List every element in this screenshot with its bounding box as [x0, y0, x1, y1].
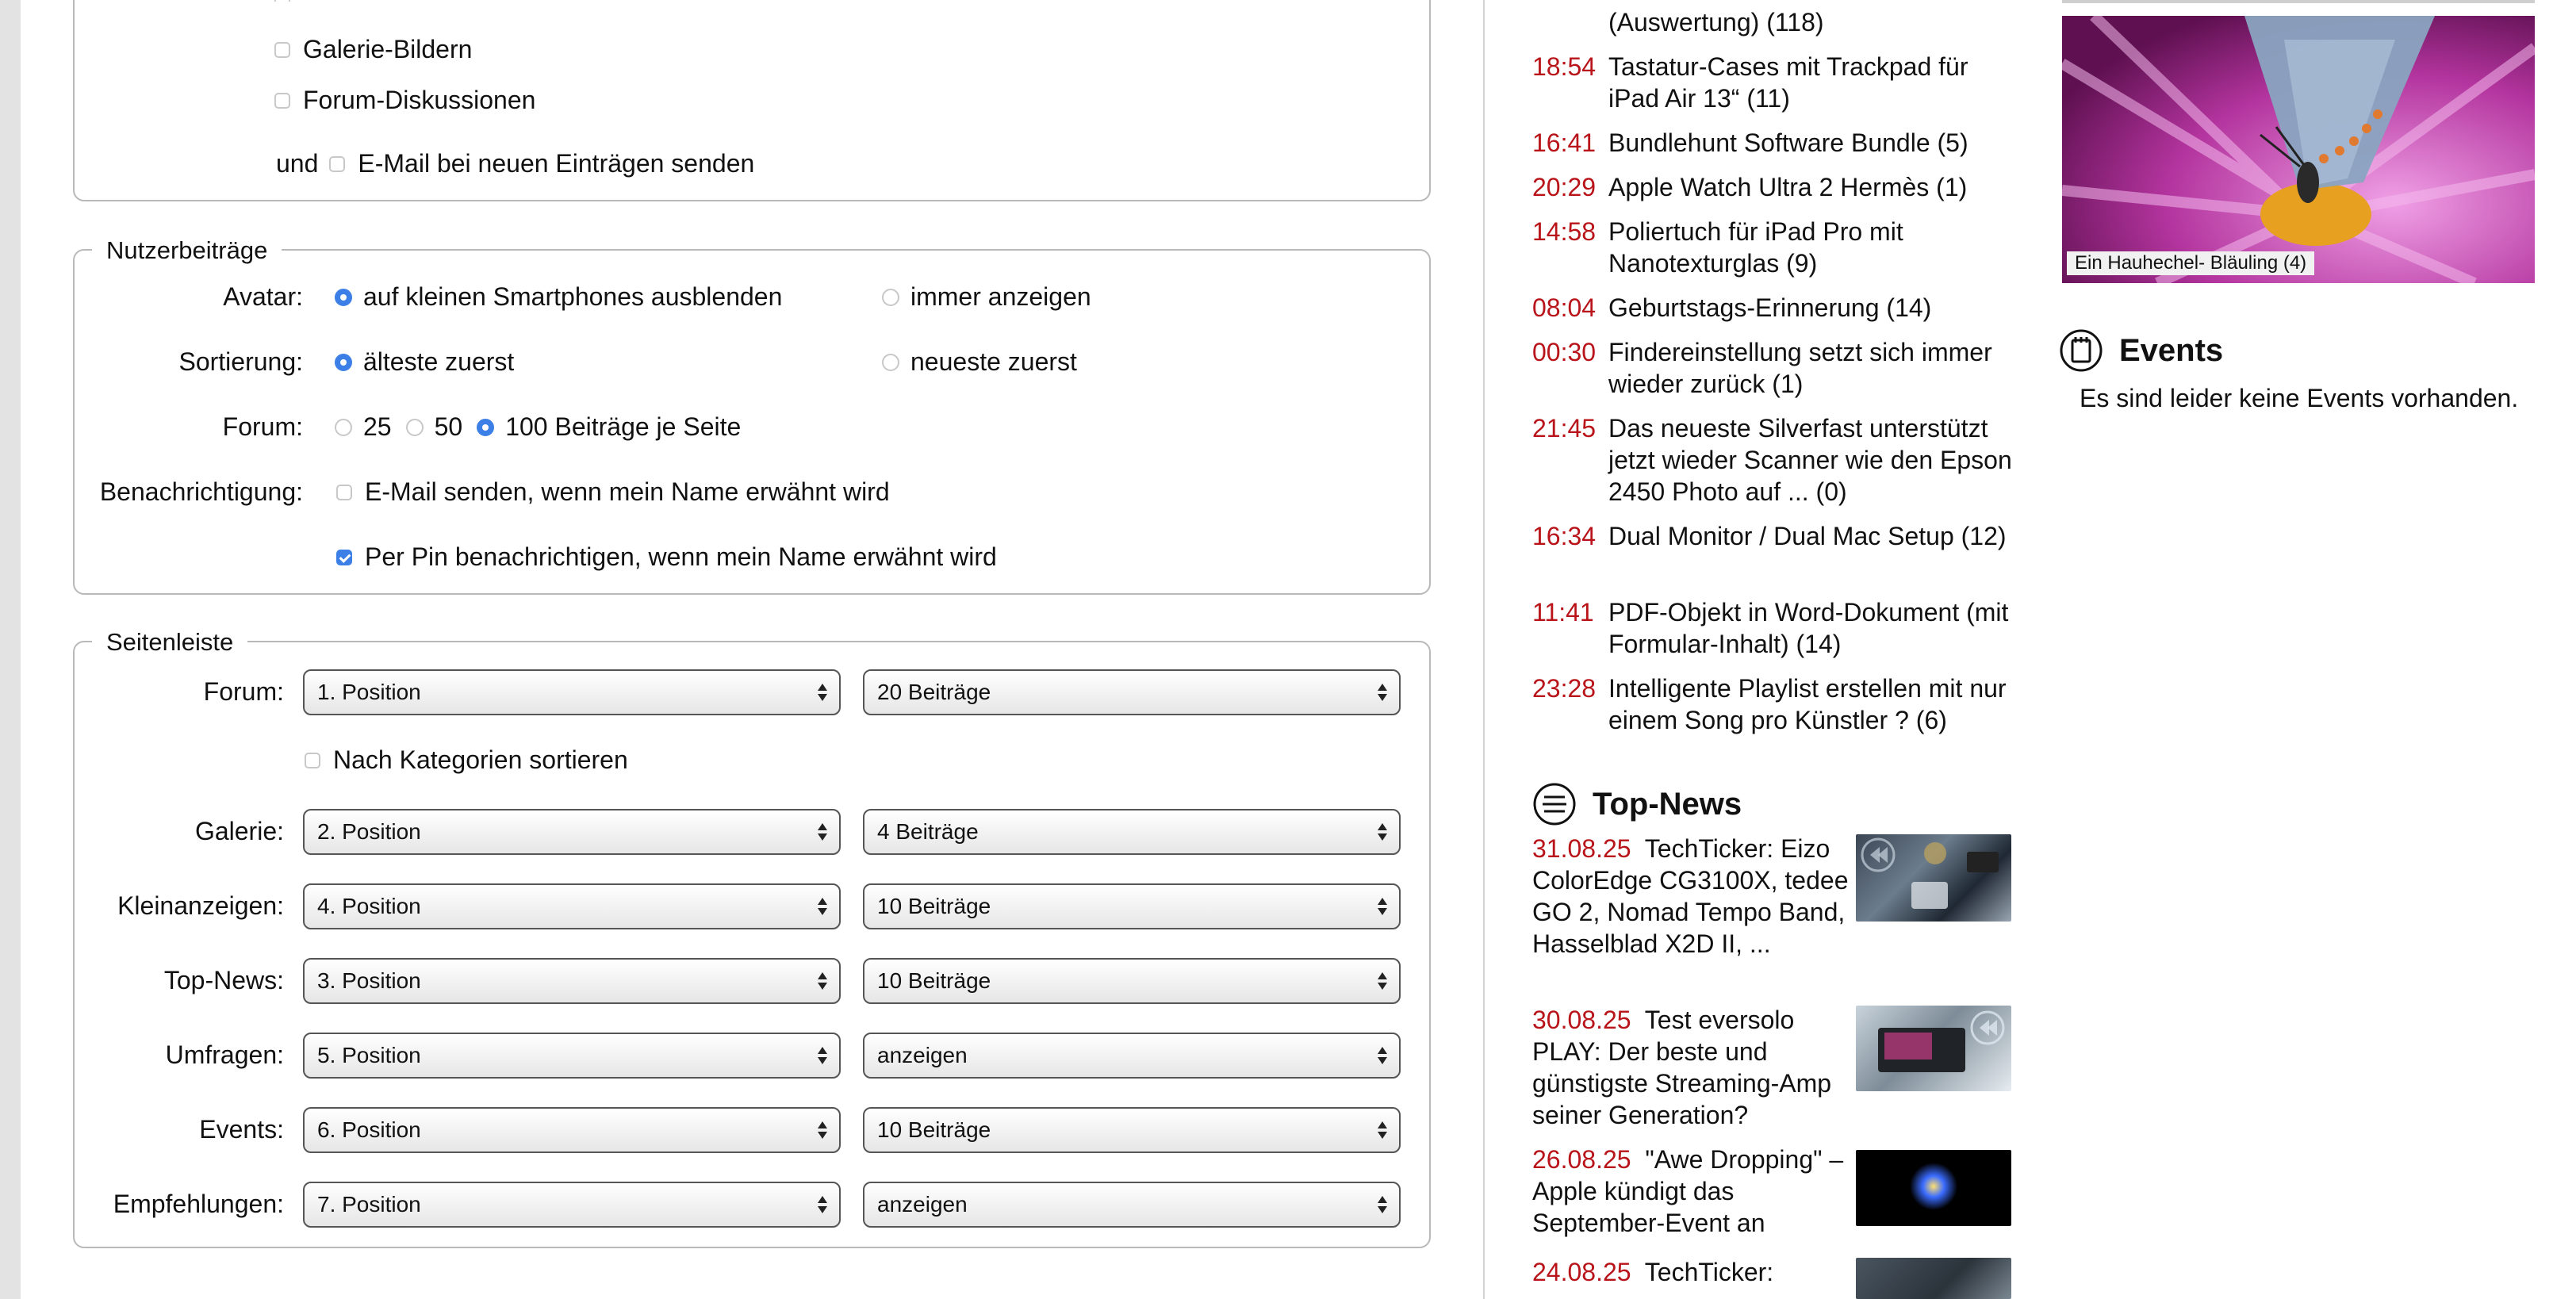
sidebar-forum-label: Forum:	[203, 677, 284, 706]
select-value: 3. Position	[317, 968, 421, 993]
news-thumbnail[interactable]	[1856, 1006, 2011, 1091]
forum-50-label: 50	[434, 412, 463, 441]
sort-oldest-radio[interactable]	[335, 354, 352, 371]
mention-pin-label: Per Pin benachrichtigen, wenn mein Name erwähnt wird	[365, 542, 997, 571]
chevron-updown-icon	[1377, 893, 1388, 920]
feed-title[interactable]: Apple Watch Ultra 2 Hermès (1)	[1608, 173, 1968, 201]
sidebar-events-position-select[interactable]	[303, 1107, 841, 1153]
news-title[interactable]: TechTicker: Eizo ColorEdge CG3100X, tedee GO 2, Nomad Tempo Band, Hasselblad X2D II, ...	[1532, 834, 1849, 958]
avatar-label: Avatar:	[223, 282, 303, 311]
notify-email-row[interactable]	[276, 148, 754, 179]
sidebar-recommendations-position-select[interactable]	[303, 1182, 841, 1228]
avatar-always-label: immer anzeigen	[910, 282, 1091, 311]
mention-email-row[interactable]	[336, 476, 890, 508]
notification-label: Benachrichtigung:	[99, 477, 303, 506]
top-news-item[interactable]	[1532, 833, 1853, 960]
feed-time: 16:41	[1532, 128, 1597, 157]
sidebar-events-label: Events:	[199, 1115, 284, 1144]
sort-newest-radio[interactable]	[882, 354, 899, 371]
gallery-checkbox[interactable]	[274, 42, 290, 58]
feed-time: 21:45	[1532, 414, 1597, 443]
news-date: 26.08.25	[1532, 1145, 1631, 1174]
nutzerbeitraege-fieldset	[73, 236, 1431, 595]
seitenleiste-fieldset	[73, 628, 1431, 1248]
feed-title[interactable]: Findereinstellung setzt sich immer wieder zurück (1)	[1608, 338, 1992, 398]
avatar-option-hide[interactable]	[335, 281, 782, 312]
chevron-updown-icon	[1377, 1042, 1388, 1069]
sidebar-classifieds-count-select[interactable]	[863, 883, 1401, 929]
news-thumbnail[interactable]	[1856, 834, 2011, 922]
feed-title[interactable]: PDF-Objekt in Word-Dokument (mit Formular-Inhalt) (14)	[1608, 598, 2009, 658]
sort-oldest-label: älteste zuerst	[363, 347, 515, 376]
mention-pin-row[interactable]	[336, 541, 997, 573]
select-value: anzeigen	[877, 1043, 968, 1067]
forum-checkbox[interactable]	[274, 93, 290, 109]
forum-count-label: Forum:	[222, 412, 303, 441]
top-news-item[interactable]	[1532, 1144, 1853, 1239]
butterfly-photo	[2062, 16, 2535, 283]
feed-title[interactable]: Das neueste Silverfast unterstützt jetzt wieder Scanner wie den Epson 2450 Photo auf ... (0)	[1608, 414, 2012, 506]
forum-100-radio[interactable]	[477, 419, 494, 436]
events-title[interactable]: Events	[2119, 333, 2224, 368]
feed-title[interactable]: Intelligente Playlist erstellen mit nur einem Song pro Künstler ? (6)	[1608, 674, 2007, 734]
forum-feed-item[interactable]	[1532, 412, 2016, 508]
sidebar-gallery-count-select[interactable]	[863, 809, 1401, 855]
nutzerbeitraege-legend: Nutzerbeiträge	[92, 235, 282, 266]
chevron-updown-icon	[1377, 1191, 1388, 1218]
sidebar-topnews-position-select[interactable]	[303, 958, 841, 1004]
notify-fieldset	[73, 0, 1431, 201]
news-title[interactable]: Test eversolo PLAY: Der beste und günstigste Streaming-Amp seiner Generation?	[1532, 1006, 1832, 1129]
forum-feed-item[interactable]	[1532, 216, 2016, 279]
notify-forum-row[interactable]	[274, 84, 535, 116]
sidebar-recommendations-label: Empfehlungen:	[113, 1190, 284, 1218]
forum-feed-item[interactable]	[1532, 51, 2016, 114]
forum-feed-item[interactable]	[1532, 672, 2016, 736]
seitenleiste-legend: Seitenleiste	[92, 627, 247, 658]
select-value: 4. Position	[317, 894, 421, 918]
chevron-updown-icon	[817, 1042, 828, 1069]
select-value: 7. Position	[317, 1192, 421, 1217]
chevron-updown-icon	[1377, 818, 1388, 845]
mention-email-label: E-Mail senden, wenn mein Name erwähnt wird	[365, 477, 890, 506]
select-value: 6. Position	[317, 1117, 421, 1142]
feed-title[interactable]: Bundlehunt Software Bundle (5)	[1608, 128, 1968, 157]
top-news-item[interactable]	[1532, 1004, 1853, 1131]
chevron-updown-icon	[1377, 1117, 1388, 1144]
sidebar-recommendations-display-select[interactable]	[863, 1182, 1401, 1228]
forum-feed-item[interactable]	[1532, 127, 2016, 159]
und-label: und	[276, 149, 319, 178]
top-news-item[interactable]	[1532, 1256, 1853, 1288]
select-value: 20 Beiträge	[877, 680, 991, 704]
sort-categories-checkbox[interactable]	[305, 753, 320, 768]
forum-feed-item[interactable]	[1532, 6, 2016, 38]
journals-checkbox[interactable]	[274, 0, 290, 2]
avatar-always-radio[interactable]	[882, 289, 899, 306]
forum-count-options	[335, 411, 741, 443]
sidebar-topnews-label: Top-News:	[163, 966, 284, 994]
feed-title[interactable]: Poliertuch für iPad Pro mit Nanotexturglas (9)	[1608, 217, 1903, 278]
events-empty-text: Es sind leider keine Events vorhanden.	[2080, 384, 2519, 412]
chevron-updown-icon	[817, 1117, 828, 1144]
feed-title[interactable]: Tastatur-Cases mit Trackpad für iPad Air 13“ (11)	[1608, 52, 1968, 113]
mention-pin-checkbox[interactable]	[336, 550, 352, 565]
feed-title[interactable]: Dual Monitor / Dual Mac Setup (12)	[1608, 522, 2007, 550]
chevron-updown-icon	[1377, 679, 1388, 706]
sidebar-polls-label: Umfragen:	[165, 1040, 284, 1069]
gallery-caption[interactable]: Ein Hauhechel- Bläuling (4)	[2067, 251, 2314, 275]
feed-title[interactable]: (Auswertung) (118)	[1608, 8, 1824, 36]
gallery-label: Galerie-Bildern	[303, 35, 473, 63]
sidebar-forum-count-select[interactable]	[863, 669, 1401, 715]
chevron-updown-icon	[1377, 968, 1388, 994]
feed-time: 11:41	[1532, 598, 1594, 627]
chevron-updown-icon	[817, 1191, 828, 1218]
forum-50-radio[interactable]	[406, 419, 424, 436]
chevron-updown-icon	[817, 679, 828, 706]
calendar-icon	[2059, 328, 2103, 373]
feed-time: 00:30	[1532, 338, 1597, 366]
rewind-icon	[1856, 1006, 2011, 1091]
news-date: 30.08.25	[1532, 1006, 1631, 1034]
sidebar-gallery-label: Galerie:	[194, 817, 284, 845]
sidebar-forum-position-select[interactable]	[303, 669, 841, 715]
sort-label: Sortierung:	[178, 347, 303, 376]
sidebar-classifieds-position-select[interactable]	[303, 883, 841, 929]
list-circle-icon	[1532, 782, 1577, 826]
forum-label: Forum-Diskussionen	[303, 86, 536, 114]
chevron-updown-icon	[817, 893, 828, 920]
avatar-hide-label: auf kleinen Smartphones ausblenden	[363, 282, 783, 311]
select-value: 10 Beiträge	[877, 894, 991, 918]
forum-feed-item[interactable]	[1532, 292, 2016, 324]
feed-time: 14:58	[1532, 217, 1597, 246]
sort-categories-label: Nach Kategorien sortieren	[333, 745, 628, 774]
chevron-updown-icon	[817, 818, 828, 845]
sort-option-newest[interactable]	[882, 346, 1077, 377]
news-title[interactable]: TechTicker:	[1644, 1258, 1774, 1286]
forum-feed-item[interactable]	[1532, 520, 2016, 584]
feed-time: 20:29	[1532, 173, 1597, 201]
select-value: 4 Beiträge	[877, 819, 979, 844]
email-new-entries-checkbox[interactable]	[329, 156, 345, 172]
avatar-option-always[interactable]	[882, 281, 1091, 312]
select-value: 1. Position	[317, 680, 421, 704]
gallery-top-border	[2062, 0, 2535, 3]
select-value: 10 Beiträge	[877, 1117, 991, 1142]
news-title[interactable]: "Awe Dropping" – Apple kündigt das September-Event an	[1532, 1145, 1844, 1237]
news-thumbnail[interactable]	[1856, 1258, 2011, 1299]
sidebar-polls-position-select[interactable]	[303, 1033, 841, 1079]
rewind-icon	[1856, 834, 2011, 922]
feed-time: 16:34	[1532, 522, 1597, 550]
forum-feed-item[interactable]	[1532, 171, 2016, 203]
select-value: 10 Beiträge	[877, 968, 991, 993]
mention-email-checkbox[interactable]	[336, 485, 352, 500]
gallery-image[interactable]	[2062, 16, 2535, 283]
news-date: 24.08.25	[1532, 1258, 1631, 1286]
forum-feed-item[interactable]	[1532, 596, 2016, 660]
sidebar-classifieds-label: Kleinanzeigen:	[117, 891, 284, 920]
left-gutter	[0, 0, 21, 1299]
sort-categories-row[interactable]	[305, 744, 628, 776]
news-date: 31.08.25	[1532, 834, 1631, 863]
avatar-hide-radio[interactable]	[335, 289, 352, 306]
notify-gallery-row[interactable]	[274, 33, 472, 65]
forum-25-radio[interactable]	[335, 419, 352, 436]
feed-title[interactable]: Geburtstags-Erinnerung (14)	[1608, 293, 1932, 322]
news-thumbnail[interactable]	[1856, 1150, 2011, 1226]
apple-event-icon	[1856, 1150, 2011, 1226]
sidebar-gallery-position-select[interactable]	[303, 809, 841, 855]
feed-time: 23:28	[1532, 674, 1597, 703]
top-news-title[interactable]: Top-News	[1593, 787, 1742, 822]
select-value: 5. Position	[317, 1043, 421, 1067]
email-new-entries-label: E-Mail bei neuen Einträgen senden	[358, 149, 755, 178]
feed-time: 18:54	[1532, 52, 1597, 81]
forum-feed-item[interactable]	[1532, 336, 2016, 400]
chevron-updown-icon	[817, 968, 828, 994]
forum-25-label: 25	[363, 412, 392, 441]
forum-100-label: 100 Beiträge je Seite	[505, 412, 742, 441]
notify-journals-row[interactable]	[274, 0, 399, 2]
feed-time: 08:04	[1532, 293, 1597, 322]
sort-option-oldest[interactable]	[335, 346, 514, 377]
sort-newest-label: neueste zuerst	[910, 347, 1077, 376]
select-value: 2. Position	[317, 819, 421, 844]
sidebar-polls-display-select[interactable]	[863, 1033, 1401, 1079]
select-value: anzeigen	[877, 1192, 968, 1217]
sidebar-events-count-select[interactable]	[863, 1107, 1401, 1153]
sidebar-topnews-count-select[interactable]	[863, 958, 1401, 1004]
column-divider	[1483, 0, 1485, 1299]
